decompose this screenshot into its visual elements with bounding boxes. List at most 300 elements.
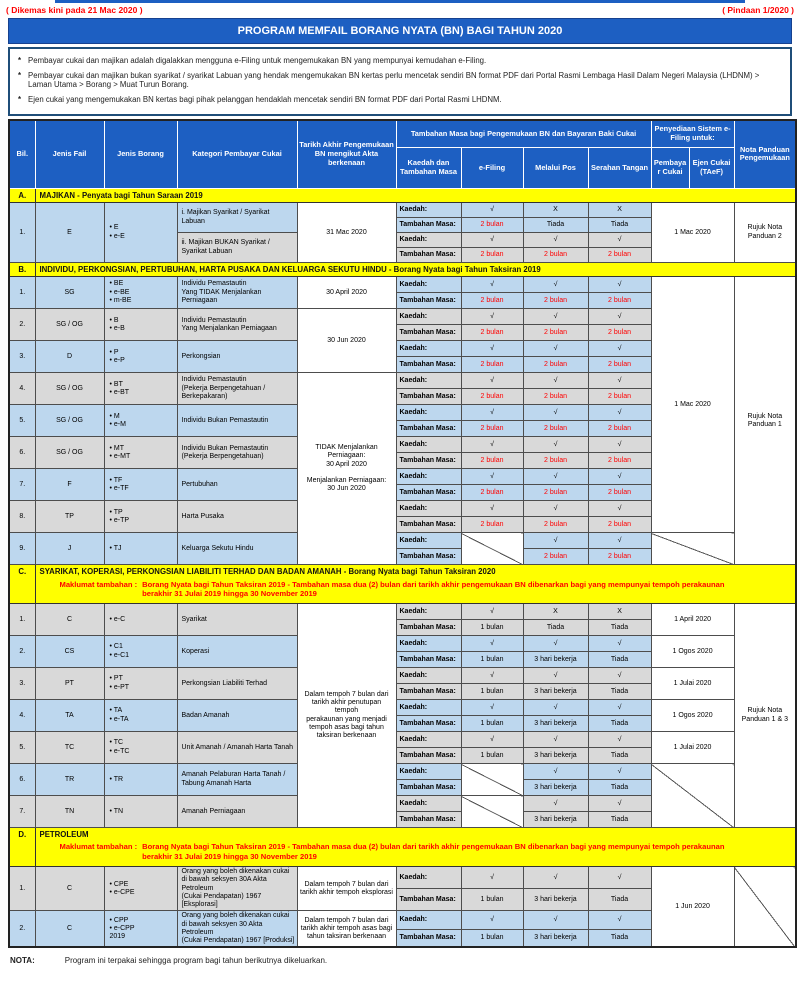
kaedah-label-cell: Kaedah: [396, 700, 461, 716]
value-cell: 1 bulan [461, 889, 523, 911]
col-header-pembayar-cukai: Pembayar Cukai [651, 147, 689, 188]
jenis-borang-cell: • TF • e-TF [104, 469, 177, 501]
value-cell: 3 hari bekerja [523, 780, 588, 796]
jenis-fail-cell: C [35, 911, 104, 948]
jenis-borang-cell: • M • e-M [104, 405, 177, 437]
bil-cell: 1. [9, 604, 35, 636]
table-row [9, 700, 796, 716]
jenis-borang-cell: • TP • e-TP [104, 501, 177, 533]
value-cell: √ [588, 732, 651, 748]
bullet-asterisk-icon: * [18, 56, 22, 65]
value-cell: 3 hari bekerja [523, 929, 588, 947]
value-cell: √ [523, 867, 588, 889]
info-bullet [18, 71, 782, 90]
value-cell: √ [461, 911, 523, 929]
bil-cell: 5. [9, 405, 35, 437]
value-cell: Tiada [588, 780, 651, 796]
value-cell: 3 hari bekerja [523, 812, 588, 828]
jenis-borang-cell: • TC • e-TC [104, 732, 177, 764]
tambahan-masa-label-cell: Tambahan Masa: [396, 652, 461, 668]
section-band [9, 263, 796, 277]
value-cell: 2 bulan [461, 218, 523, 233]
jenis-borang-cell: • PT • e-PT [104, 668, 177, 700]
tambahan-masa-label-cell: Tambahan Masa: [396, 929, 461, 947]
jenis-borang-cell: • P • e-P [104, 341, 177, 373]
kategori-cell: Keluarga Sekutu Hindu [177, 533, 297, 565]
diagonal-cell [461, 533, 523, 565]
section-letter-cell: D. [9, 828, 35, 867]
value-cell: 2 bulan [588, 357, 651, 373]
value-cell: √ [461, 469, 523, 485]
kategori-cell: i. Majikan Syarikat / Syarikat Labuan [177, 203, 297, 233]
value-cell: √ [588, 911, 651, 929]
tambahan-masa-label-cell: Tambahan Masa: [396, 684, 461, 700]
jenis-borang-cell: • CPE • e-CPE [104, 867, 177, 911]
value-cell: √ [588, 700, 651, 716]
value-cell: 2 bulan [588, 549, 651, 565]
kategori-cell: Pertubuhan [177, 469, 297, 501]
col-header-kategori: Kategori Pembayar Cukai [177, 120, 297, 189]
tambahan-masa-label-cell: Tambahan Masa: [396, 421, 461, 437]
value-cell: 2 bulan [461, 248, 523, 263]
kaedah-label-cell: Kaedah: [396, 309, 461, 325]
value-cell: 3 hari bekerja [523, 716, 588, 732]
pembayar-date-cell: 1 Mac 2020 [651, 203, 734, 263]
bil-cell: 9. [9, 533, 35, 565]
value-cell: √ [588, 501, 651, 517]
section-title: INDIVIDU, PERKONGSIAN, PERTUBUHAN, HARTA PUSAKA DAN KELUARGA SEKUTU HINDU - Borang Nyata bagi Tahun Taksiran 2019 [39, 265, 541, 275]
diagonal-cell [734, 867, 796, 948]
value-cell: √ [461, 309, 523, 325]
value-cell: 2 bulan [461, 485, 523, 501]
table-row [9, 668, 796, 684]
jenis-borang-cell: • CPP • e-CPP 2019 [104, 911, 177, 948]
tambahan-masa-label-cell: Tambahan Masa: [396, 357, 461, 373]
table-row [9, 533, 796, 549]
col-header-nota-panduan: Nota Panduan Pengemukaan [734, 120, 796, 189]
table-row [9, 764, 796, 780]
diagonal-cell [651, 764, 734, 828]
kategori-cell: Individu Pemastautin Yang TIDAK Menjalankan Perniagaan [177, 277, 297, 309]
value-cell: √ [588, 636, 651, 652]
bullet-asterisk-icon: * [18, 95, 22, 105]
value-cell: √ [523, 764, 588, 780]
kategori-cell: Individu Pemastautin (Pekerja Berpengetahuan / Berkepakaran) [177, 373, 297, 405]
info-bullet-text: Pembayar cukai dan majikan bukan syarikat / syarikat Labuan yang hendak mengemukakan BN kertas perlu mencetak sendiri BN format PDF dari Portal Rasmi Lembaga Hasil Dalam Negeri Malaysia (LHDNM) > Laman Utama > Borang > Muat Turun Borang. [28, 70, 760, 90]
kategori-cell: Syarikat [177, 604, 297, 636]
value-cell: Tiada [523, 620, 588, 636]
tambahan-masa-label-cell: Tambahan Masa: [396, 812, 461, 828]
value-cell: √ [588, 469, 651, 485]
diagonal-cell [651, 533, 734, 565]
pembayar-date-cell: 1 Mac 2020 [651, 277, 734, 533]
kaedah-label-cell: Kaedah: [396, 405, 461, 421]
tarikh-cell: TIDAK Menjalankan Perniagaan: 30 April 2020 Menjalankan Perniagaan: 30 Jun 2020 [297, 373, 396, 565]
info-bullet-text: Ejen cukai yang mengemukakan BN kertas bagi pihak pelanggan hendaklah mencetak sendiri BN format PDF dari Portal Rasmi LHDNM. [28, 95, 502, 105]
footer-text: Program ini terpakai sehingga program bagi tahun berikutnya dikeluarkan. [64, 956, 328, 966]
value-cell: 2 bulan [588, 453, 651, 469]
kaedah-label-cell: Kaedah: [396, 533, 461, 549]
header-row-1 [9, 120, 796, 148]
value-cell: √ [588, 233, 651, 248]
value-cell: √ [523, 636, 588, 652]
table-row [9, 277, 796, 293]
bil-cell: 1. [9, 203, 35, 263]
bil-cell: 8. [9, 501, 35, 533]
section-letter-cell: C. [9, 565, 35, 604]
tambahan-masa-label-cell: Tambahan Masa: [396, 325, 461, 341]
kaedah-label-cell: Kaedah: [396, 233, 461, 248]
jenis-fail-cell: CS [35, 636, 104, 668]
value-cell: √ [588, 668, 651, 684]
value-cell: √ [523, 732, 588, 748]
value-cell: 1 bulan [461, 716, 523, 732]
page-title: PROGRAM MEMFAIL BORANG NYATA (BN) BAGI TAHUN 2020 [8, 18, 792, 44]
tarikh-cell: 30 April 2020 [297, 277, 396, 309]
value-cell: √ [523, 277, 588, 293]
jenis-fail-cell: TN [35, 796, 104, 828]
kategori-cell: ii. Majikan BUKAN Syarikat / Syarikat Labuan [177, 233, 297, 263]
info-box [8, 47, 792, 116]
maklumat-label: Maklumat tambahan : [59, 842, 138, 852]
value-cell: √ [461, 636, 523, 652]
jenis-fail-cell: F [35, 469, 104, 501]
kaedah-label-cell: Kaedah: [396, 732, 461, 748]
jenis-fail-cell: SG [35, 277, 104, 309]
jenis-fail-cell: TA [35, 700, 104, 732]
bil-cell: 1. [9, 867, 35, 911]
table-header [9, 120, 796, 189]
diagonal-cell [461, 764, 523, 796]
value-cell: Tiada [588, 929, 651, 947]
value-cell: 2 bulan [588, 485, 651, 501]
kategori-cell: Individu Bukan Pemastautin (Pekerja Berpengetahuan) [177, 437, 297, 469]
pembayar-date-cell: 1 Ogos 2020 [651, 636, 734, 668]
value-cell: √ [523, 405, 588, 421]
jenis-borang-cell: • TJ [104, 533, 177, 565]
bil-cell: 4. [9, 700, 35, 732]
bil-cell: 4. [9, 373, 35, 405]
value-cell: √ [523, 309, 588, 325]
footer-note [10, 956, 792, 965]
table-row [9, 203, 796, 218]
value-cell: √ [523, 668, 588, 684]
kategori-cell: Perkongsian [177, 341, 297, 373]
bil-cell: 6. [9, 764, 35, 796]
bil-cell: 1. [9, 277, 35, 309]
value-cell: 1 bulan [461, 929, 523, 947]
pembayar-date-cell: 1 April 2020 [651, 604, 734, 636]
bil-cell: 2. [9, 911, 35, 948]
col-header-serahan-tangan: Serahan Tangan [588, 147, 651, 188]
value-cell: √ [588, 764, 651, 780]
jenis-fail-cell: PT [35, 668, 104, 700]
value-cell: 2 bulan [461, 325, 523, 341]
value-cell: Tiada [588, 652, 651, 668]
jenis-fail-cell: TP [35, 501, 104, 533]
value-cell: 3 hari bekerja [523, 684, 588, 700]
jenis-fail-cell: SG / OG [35, 405, 104, 437]
section-letter-cell: A. [9, 188, 35, 202]
kategori-cell: Individu Bukan Pemastautin [177, 405, 297, 437]
value-cell: √ [588, 867, 651, 889]
jenis-fail-cell: SG / OG [35, 309, 104, 341]
value-cell: 1 bulan [461, 652, 523, 668]
value-cell: Tiada [588, 748, 651, 764]
jenis-borang-cell: • E • e-E [104, 203, 177, 263]
jenis-borang-cell: • TA • e-TA [104, 700, 177, 732]
tambahan-masa-label-cell: Tambahan Masa: [396, 453, 461, 469]
value-cell: 1 bulan [461, 748, 523, 764]
tarikh-cell: Dalam tempoh 7 bulan dari tarikh akhir tempoh eksplorasi [297, 867, 396, 911]
tarikh-cell: 31 Mac 2020 [297, 203, 396, 263]
table-row [9, 604, 796, 620]
pembayar-date-cell: 1 Julai 2020 [651, 732, 734, 764]
value-cell: 2 bulan [588, 517, 651, 533]
tarikh-cell: 30 Jun 2020 [297, 309, 396, 373]
kaedah-label-cell: Kaedah: [396, 668, 461, 684]
bil-cell: 3. [9, 668, 35, 700]
value-cell: √ [461, 373, 523, 389]
tambahan-masa-label-cell: Tambahan Masa: [396, 620, 461, 636]
tarikh-cell: Dalam tempoh 7 bulan dari tarikh akhir penutupan tempoh perakaunan yang menjadi tempoh asas bagi tahun taksiran berkenaan [297, 604, 396, 828]
value-cell: 2 bulan [588, 421, 651, 437]
kaedah-label-cell: Kaedah: [396, 764, 461, 780]
value-cell: √ [523, 700, 588, 716]
kaedah-label-cell: Kaedah: [396, 203, 461, 218]
bil-cell: 7. [9, 796, 35, 828]
tambahan-masa-label-cell: Tambahan Masa: [396, 389, 461, 405]
section-title: SYARIKAT, KOPERASI, PERKONGSIAN LIABILITI TERHAD DAN BADAN AMANAH - Borang Nyata bagi Tahun Taksiran 2020 [39, 567, 496, 577]
value-cell: 2 bulan [523, 485, 588, 501]
kategori-cell: Amanah Perniagaan [177, 796, 297, 828]
pembayar-date-cell: 1 Julai 2020 [651, 668, 734, 700]
jenis-borang-cell: • C1 • e-C1 [104, 636, 177, 668]
value-cell: √ [461, 668, 523, 684]
bil-cell: 5. [9, 732, 35, 764]
col-header-tarikh: Tarikh Akhir Pengemukaan BN mengikut Akta berkenaan [297, 120, 396, 189]
jenis-fail-cell: C [35, 867, 104, 911]
bullet-asterisk-icon: * [18, 70, 22, 80]
kategori-cell: Amanah Pelaburan Harta Tanah / Tabung Amanah Harta [177, 764, 297, 796]
jenis-borang-cell: • BT • e-BT [104, 373, 177, 405]
value-cell: Tiada [523, 218, 588, 233]
value-cell: √ [523, 533, 588, 549]
value-cell: X [588, 604, 651, 620]
value-cell: √ [461, 277, 523, 293]
value-cell: √ [588, 796, 651, 812]
tambahan-masa-label-cell: Tambahan Masa: [396, 748, 461, 764]
value-cell: 2 bulan [588, 325, 651, 341]
section-title-cell [35, 565, 796, 604]
section-band [9, 188, 796, 202]
col-header-group-tambahan-masa: Tambahan Masa bagi Pengemukaan BN dan Bayaran Baki Cukai [396, 120, 651, 148]
kaedah-label-cell: Kaedah: [396, 469, 461, 485]
value-cell: √ [461, 501, 523, 517]
value-cell: 1 bulan [461, 620, 523, 636]
section-band [9, 565, 796, 604]
value-cell: 2 bulan [523, 325, 588, 341]
pembayar-date-cell: 1 Ogos 2020 [651, 700, 734, 732]
kaedah-label-cell: Kaedah: [396, 636, 461, 652]
value-cell: √ [461, 203, 523, 218]
value-cell: √ [588, 309, 651, 325]
section-title: PETROLEUM [39, 830, 89, 840]
value-cell: √ [461, 867, 523, 889]
tambahan-masa-label-cell: Tambahan Masa: [396, 889, 461, 911]
value-cell: 3 hari bekerja [523, 748, 588, 764]
jenis-borang-cell: • TR [104, 764, 177, 796]
value-cell: Tiada [588, 684, 651, 700]
kaedah-label-cell: Kaedah: [396, 911, 461, 929]
jenis-fail-cell: C [35, 604, 104, 636]
kaedah-label-cell: Kaedah: [396, 867, 461, 889]
value-cell: √ [461, 405, 523, 421]
section-maklumat [60, 842, 794, 862]
tambahan-masa-label-cell: Tambahan Masa: [396, 716, 461, 732]
value-cell: Tiada [588, 716, 651, 732]
value-cell: Tiada [588, 889, 651, 911]
value-cell: X [523, 604, 588, 620]
tambahan-masa-label-cell: Tambahan Masa: [396, 248, 461, 263]
kaedah-label-cell: Kaedah: [396, 604, 461, 620]
value-cell: √ [588, 277, 651, 293]
section-letter-cell: B. [9, 263, 35, 277]
jenis-fail-cell: D [35, 341, 104, 373]
value-cell: Tiada [588, 812, 651, 828]
value-cell: 2 bulan [588, 389, 651, 405]
tambahan-masa-label-cell: Tambahan Masa: [396, 517, 461, 533]
value-cell: 2 bulan [588, 293, 651, 309]
bil-cell: 7. [9, 469, 35, 501]
col-header-melalui-pos: Melalui Pos [523, 147, 588, 188]
value-cell: 2 bulan [588, 248, 651, 263]
footer-label: NOTA: [10, 956, 35, 966]
value-cell: √ [588, 373, 651, 389]
maklumat-text: Borang Nyata bagi Tahun Taksiran 2019 - Tambahan masa dua (2) bulan dari tarikh akhir pengemukaan BN dibenarkan bagi yang mempunyai tempoh perakaunan berakhir 31 Julai 2019 hingga 30 November 2019 [142, 579, 725, 599]
value-cell: 2 bulan [461, 357, 523, 373]
kategori-cell: Orang yang boleh dikenakan cukai di bawah seksyen 30A Akta Petroleum (Cukai Pendapatan) 1967 [Eksplorasi] [177, 867, 297, 911]
value-cell: 3 hari bekerja [523, 889, 588, 911]
nota-panduan-cell: Rujuk Nota Panduan 2 [734, 203, 796, 263]
kategori-cell: Unit Amanah / Amanah Harta Tanah [177, 732, 297, 764]
diagonal-cell [461, 796, 523, 828]
col-header-kaedah-dan-tambahan-masa: Kaedah dan Tambahan Masa [396, 147, 461, 188]
value-cell: √ [461, 604, 523, 620]
maklumat-label: Maklumat tambahan : [59, 579, 138, 589]
section-title: MAJIKAN - Penyata bagi Tahun Saraan 2019 [39, 190, 203, 200]
value-cell: √ [588, 533, 651, 549]
value-cell: √ [523, 469, 588, 485]
col-header-jenis-fail: Jenis Fail [35, 120, 104, 189]
jenis-borang-cell: • MT • e-MT [104, 437, 177, 469]
section-title-cell [35, 263, 796, 277]
tarikh-cell: Dalam tempoh 7 bulan dari tarikh akhir tempoh asas bagi tahun taksiran berkenaan [297, 911, 396, 948]
filing-program-table [8, 119, 797, 948]
kategori-cell: Individu Pemastautin Yang Menjalankan Perniagaan [177, 309, 297, 341]
value-cell: 2 bulan [523, 357, 588, 373]
section-maklumat [60, 580, 794, 600]
jenis-fail-cell: SG / OG [35, 437, 104, 469]
value-cell: 2 bulan [461, 517, 523, 533]
value-cell: 2 bulan [523, 549, 588, 565]
value-cell: √ [523, 911, 588, 929]
col-header-ejen-cukai: Ejen Cukai (TAeF) [689, 147, 734, 188]
value-cell: Tiada [588, 218, 651, 233]
kaedah-label-cell: Kaedah: [396, 437, 461, 453]
kaedah-label-cell: Kaedah: [396, 277, 461, 293]
value-cell: 2 bulan [523, 517, 588, 533]
tambahan-masa-label-cell: Tambahan Masa: [396, 218, 461, 233]
section-title-cell [35, 828, 796, 867]
col-header-efiling: e-Filing [461, 147, 523, 188]
bil-cell: 2. [9, 309, 35, 341]
jenis-fail-cell: TR [35, 764, 104, 796]
bil-cell: 2. [9, 636, 35, 668]
value-cell: √ [523, 341, 588, 357]
col-header-bil: Bil. [9, 120, 35, 189]
nota-panduan-cell: Rujuk Nota Panduan 1 [734, 277, 796, 565]
value-cell: √ [461, 700, 523, 716]
value-cell: X [588, 203, 651, 218]
tambahan-masa-label-cell: Tambahan Masa: [396, 485, 461, 501]
value-cell: √ [461, 341, 523, 357]
col-header-group-penyediaan-efiling: Penyediaan Sistem e-Filing untuk: [651, 120, 734, 148]
table-row [9, 867, 796, 889]
value-cell: 1 bulan [461, 684, 523, 700]
tambahan-masa-label-cell: Tambahan Masa: [396, 780, 461, 796]
updated-note: ( Dikemas kini pada 21 Mac 2020 ) [6, 5, 143, 15]
jenis-fail-cell: E [35, 203, 104, 263]
tambahan-masa-label-cell: Tambahan Masa: [396, 293, 461, 309]
table-row [9, 636, 796, 652]
nota-panduan-cell: Rujuk Nota Panduan 1 & 3 [734, 604, 796, 828]
bil-cell: 6. [9, 437, 35, 469]
tambahan-masa-label-cell: Tambahan Masa: [396, 549, 461, 565]
value-cell: √ [461, 437, 523, 453]
kategori-cell: Koperasi [177, 636, 297, 668]
jenis-borang-cell: • B • e-B [104, 309, 177, 341]
value-cell: √ [523, 437, 588, 453]
value-cell: 2 bulan [461, 293, 523, 309]
value-cell: √ [588, 437, 651, 453]
kaedah-label-cell: Kaedah: [396, 341, 461, 357]
kaedah-label-cell: Kaedah: [396, 796, 461, 812]
col-header-jenis-borang: Jenis Borang [104, 120, 177, 189]
table-body [9, 188, 796, 947]
kategori-cell: Orang yang boleh dikenakan cukai di bawah seksyen 30 Akta Petroleum (Cukai Pendapatan) 1967 [Produksi] [177, 911, 297, 948]
table-row [9, 732, 796, 748]
kategori-cell: Harta Pusaka [177, 501, 297, 533]
value-cell: X [523, 203, 588, 218]
section-band [9, 828, 796, 867]
jenis-borang-cell: • TN [104, 796, 177, 828]
jenis-borang-cell: • e-C [104, 604, 177, 636]
value-cell: 2 bulan [523, 389, 588, 405]
value-cell: 2 bulan [523, 421, 588, 437]
revision-note: ( Pindaan 1/2020 ) [722, 5, 794, 15]
info-bullet [18, 95, 782, 105]
jenis-fail-cell: SG / OG [35, 373, 104, 405]
value-cell: √ [523, 233, 588, 248]
kategori-cell: Perkongsian Liabiliti Terhad [177, 668, 297, 700]
value-cell: 2 bulan [523, 453, 588, 469]
jenis-fail-cell: TC [35, 732, 104, 764]
value-cell: √ [461, 732, 523, 748]
info-bullet-text: Pembayar cukai dan majikan adalah digalakkan mengguna e-Filing untuk mengemukakan BN yang mempunyai kemudahan e-Filing. [28, 56, 487, 65]
value-cell: √ [523, 501, 588, 517]
maklumat-text: Borang Nyata bagi Tahun Taksiran 2019 - Tambahan masa dua (2) bulan dari tarikh akhir pengemukaan BN dibenarkan bagi yang mempunyai tempoh perakaunan berakhir 31 Julai 2019 hingga 30 November 2019 [142, 842, 725, 862]
